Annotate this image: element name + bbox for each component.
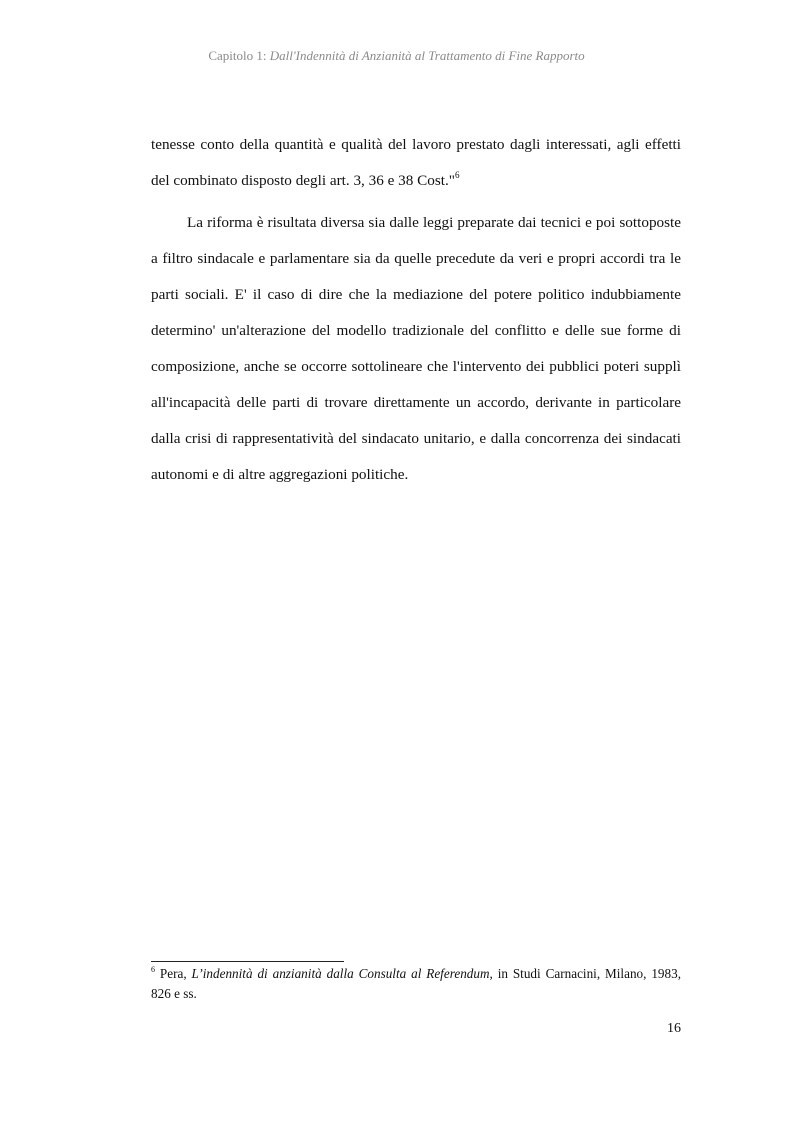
footnote xyxy=(151,964,681,1004)
footnote-rest: , in Studi Carnacini, Milano, 1983, 826 e ss. xyxy=(151,966,681,1001)
page-number: 16 xyxy=(667,1021,681,1036)
running-header xyxy=(0,48,793,64)
footnote-author: Pera, xyxy=(155,966,192,981)
paragraph-2: La riforma è risultata diversa sia dalle leggi preparate dai tecnici e poi sottoposte a filtro sindacale e parlamentare sia da quelle precedute da veri e propri accordi tra le parti sociali. E' il caso di dire che la mediazione del potere politico indubbiamente determino' un'alterazione del modello tradizionale del conflitto e delle sue forme di composizione, anche se occorre sottolineare che l'intervento dei pubblici poteri supplì all'incapacità delle parti di trovare direttamente un accordo, derivante in particolare dalla crisi di rappresentatività del sindacato unitario, e dalla concorrenza dei sindacati autonomi e di altre aggregazioni politiche. xyxy=(151,214,681,483)
header-chapter-title: Dall'Indennità di Anzianità al Trattamento di Fine Rapporto xyxy=(269,48,585,63)
main-text xyxy=(151,127,681,493)
paragraph-1-text: tenesse conto della quantità e qualità del lavoro prestato dagli interessati, agli effetti del combinato disposto degli art. 3, 36 e 38 Cost." xyxy=(151,136,681,189)
paragraph-1 xyxy=(151,127,681,199)
footnote-reference: 6 xyxy=(455,170,460,180)
header-chapter-label: Capitolo 1: xyxy=(208,48,270,63)
footnote-number: 6 xyxy=(151,965,155,974)
footnote-title: L’indennità di anzianità dalla Consulta al Referendum xyxy=(191,966,490,981)
footnote-separator xyxy=(151,961,344,962)
